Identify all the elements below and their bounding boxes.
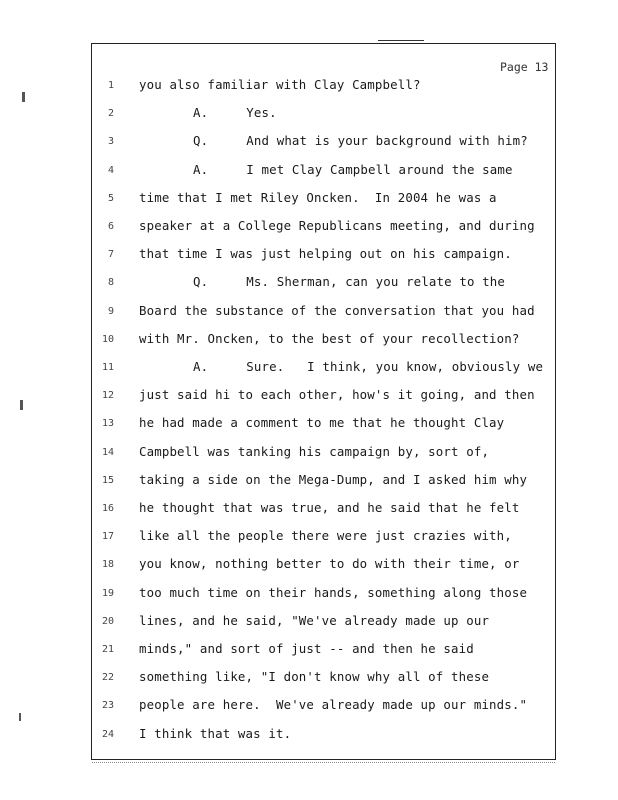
line-text: time that I met Riley Oncken. In 2004 he was a	[139, 189, 497, 205]
bottom-scan-artifact	[92, 762, 555, 763]
transcript-line	[0, 303, 618, 323]
line-text: I think that was it.	[139, 725, 292, 741]
transcript-line	[0, 613, 618, 633]
line-number: 22	[101, 672, 114, 684]
transcript-line	[0, 444, 618, 464]
transcript-line	[0, 387, 618, 407]
line-number: 8	[107, 277, 114, 289]
line-number: 2	[107, 108, 114, 120]
line-number: 21	[101, 644, 114, 655]
transcript-line	[0, 190, 618, 210]
transcript-line	[0, 641, 618, 661]
line-number: 7	[107, 249, 114, 261]
line-text: A. I met Clay Campbell around the same	[193, 161, 513, 177]
transcript-line	[0, 585, 618, 605]
transcript-line	[0, 528, 618, 548]
transcript-line	[0, 105, 618, 125]
transcript-line	[0, 359, 618, 379]
line-number: 3	[107, 136, 114, 148]
line-number: 18	[101, 559, 114, 571]
transcript-line	[0, 162, 618, 182]
line-text: taking a side on the Mega-Dump, and I asked him why	[139, 471, 528, 487]
line-text: he had made a comment to me that he thought Clay	[139, 415, 505, 431]
line-number: 20	[101, 615, 114, 627]
transcript-line	[0, 556, 618, 576]
line-text: A. Sure. I think, you know, obviously we	[193, 359, 544, 374]
transcript-line	[0, 697, 618, 717]
line-number: 1	[107, 80, 114, 91]
line-text: something like, "I don't know why all of these	[139, 669, 490, 685]
line-number: 24	[101, 728, 114, 740]
transcript-line	[0, 77, 618, 97]
line-text: speaker at a College Republicans meeting, and during	[139, 218, 535, 233]
line-text: you also familiar with Clay Campbell?	[139, 77, 421, 92]
line-number: 4	[107, 164, 114, 176]
transcript-line	[0, 133, 618, 153]
transcript-line	[0, 500, 618, 520]
line-text: Board the substance of the conversation that you had	[139, 302, 535, 318]
line-text: he thought that was true, and he said that he felt	[139, 500, 520, 515]
line-number: 17	[101, 531, 114, 543]
line-text: like all the people there were just crazies with,	[139, 528, 512, 544]
transcript-line	[0, 669, 618, 689]
line-text: Q. And what is your background with him?	[193, 133, 528, 149]
line-text: A. Yes.	[193, 105, 277, 121]
line-text: Q. Ms. Sherman, can you relate to the	[193, 274, 506, 290]
line-number: 16	[101, 503, 114, 514]
line-text: with Mr. Oncken, to the best of your recollection?	[139, 330, 520, 346]
line-text: too much time on their hands, something along those	[139, 584, 528, 600]
line-text: people are here. We've already made up our minds."	[139, 697, 528, 713]
line-number: 12	[101, 390, 114, 402]
line-number: 13	[101, 418, 114, 430]
line-text: Campbell was tanking his campaign by, sort of,	[139, 443, 490, 459]
transcript-line	[0, 331, 618, 351]
line-number: 11	[101, 362, 114, 373]
transcript-line	[0, 472, 618, 492]
page-number: Page 13	[500, 60, 549, 74]
transcript-line	[0, 726, 618, 746]
line-text: just said hi to each other, how's it going, and then	[139, 387, 535, 403]
transcript-line	[0, 246, 618, 266]
line-number: 6	[107, 221, 114, 232]
line-number: 19	[101, 587, 114, 599]
line-text: you know, nothing better to do with their time, or	[139, 556, 520, 572]
line-number: 23	[101, 700, 114, 712]
line-number: 9	[107, 305, 114, 317]
transcript-line	[0, 218, 618, 238]
line-number: 10	[101, 333, 114, 345]
line-number: 15	[101, 474, 114, 486]
top-scan-mark	[378, 40, 424, 41]
transcript-line	[0, 415, 618, 435]
transcript-line	[0, 274, 618, 294]
line-number: 5	[107, 192, 114, 204]
line-text: minds," and sort of just -- and then he said	[139, 641, 474, 656]
line-text: that time I was just helping out on his campaign.	[139, 246, 512, 262]
line-text: lines, and he said, "We've already made up our	[139, 612, 490, 628]
line-number: 14	[101, 446, 114, 458]
